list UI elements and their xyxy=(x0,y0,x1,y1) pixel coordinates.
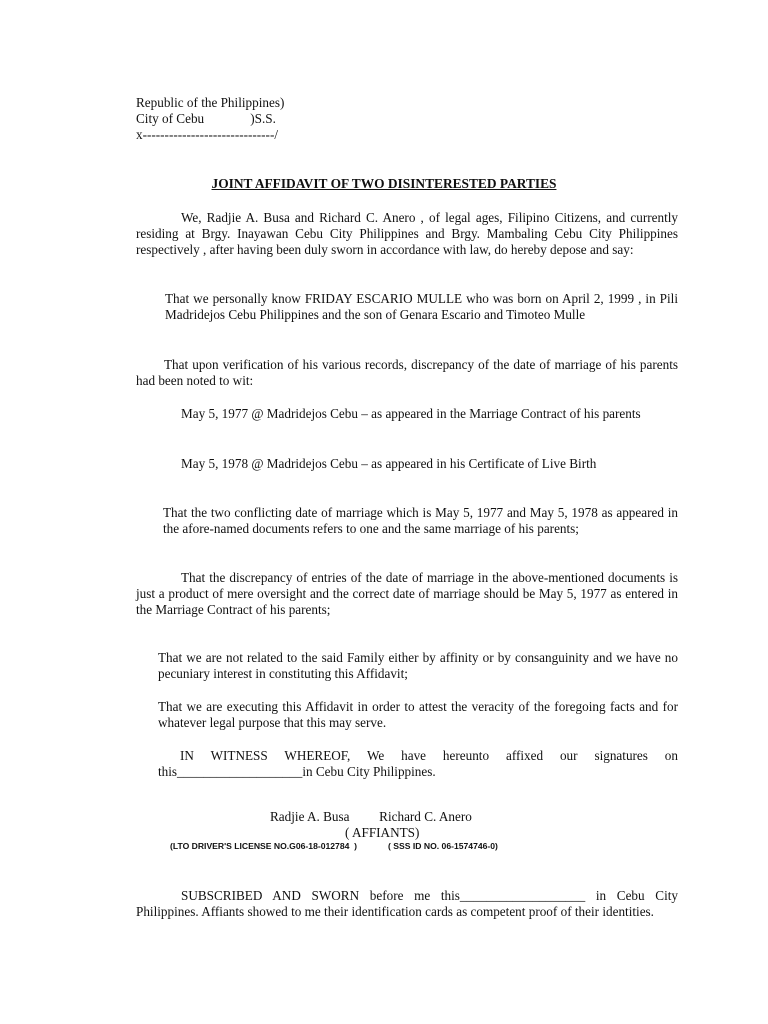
header-republic: Republic of the Philippines) xyxy=(136,95,285,110)
paragraph-discrepancy: That the discrepancy of entries of the date of marriage in the above-mentioned documents is just a product of mere oversight and the correct date of marriage should be May 5, 1977 as entered in the Marriage Contract of his parents; xyxy=(136,570,678,617)
affiant-id-numbers: (LTO DRIVER'S LICENSE NO.G06-18-012784 ) ( SSS ID NO. 06-1574746-0) xyxy=(170,841,498,851)
header-separator: x------------------------------/ xyxy=(136,127,279,142)
paragraph-intro: We, Radjie A. Busa and Richard C. Anero , of legal ages, Filipino Citizens, and currently residing at Brgy. Inayawan Cebu City Philippines and Brgy. Mambaling Cebu City Philippines respectively , after having been duly sworn in accordance with law, do hereby depose and say: xyxy=(136,210,678,257)
paragraph-personally-know: That we personally know FRIDAY ESCARIO MULLE who was born on April 2, 1999 , in Pili Madridejos Cebu Philippines and the son of Genara Escario and Timoteo Mulle xyxy=(165,291,678,322)
paragraph-conflicting-dates: That the two conflicting date of marriage which is May 5, 1977 and May 5, 1978 as appeared in the afore-named documents refers to one and the same marriage of his parents; xyxy=(163,505,678,536)
affiant-names: Radjie A. Busa Richard C. Anero xyxy=(270,809,472,824)
list-item-marriage-contract: May 5, 1977 @ Madridejos Cebu – as appeared in the Marriage Contract of his parents xyxy=(181,406,641,421)
document-title: JOINT AFFIDAVIT OF TWO DISINTERESTED PARTIES xyxy=(211,176,557,191)
affiants-label: ( AFFIANTS) xyxy=(345,825,420,840)
paragraph-subscribed-sworn: SUBSCRIBED AND SWORN before me this___________________ in Cebu City Philippines. Affiants showed to me their identification cards as competent proof of their identities. xyxy=(136,888,678,919)
paragraph-not-related: That we are not related to the said Family either by affinity or by consanguinity and we have no pecuniary interest in constituting this Affidavit; xyxy=(158,650,678,681)
paragraph-verification: That upon verification of his various records, discrepancy of the date of marriage of his parents had been noted to wit: xyxy=(136,357,678,388)
paragraph-witness: IN WITNESS WHEREOF, We have hereunto affixed our signatures on this___________________in Cebu City Philippines. xyxy=(158,748,678,779)
list-item-birth-certificate: May 5, 1978 @ Madridejos Cebu – as appeared in his Certificate of Live Birth xyxy=(181,456,597,471)
header-city: City of Cebu )S.S. xyxy=(136,111,276,126)
document-header xyxy=(136,95,396,143)
paragraph-executing: That we are executing this Affidavit in order to attest the veracity of the foregoing facts and for whatever legal purpose that this may serve. xyxy=(158,699,678,730)
